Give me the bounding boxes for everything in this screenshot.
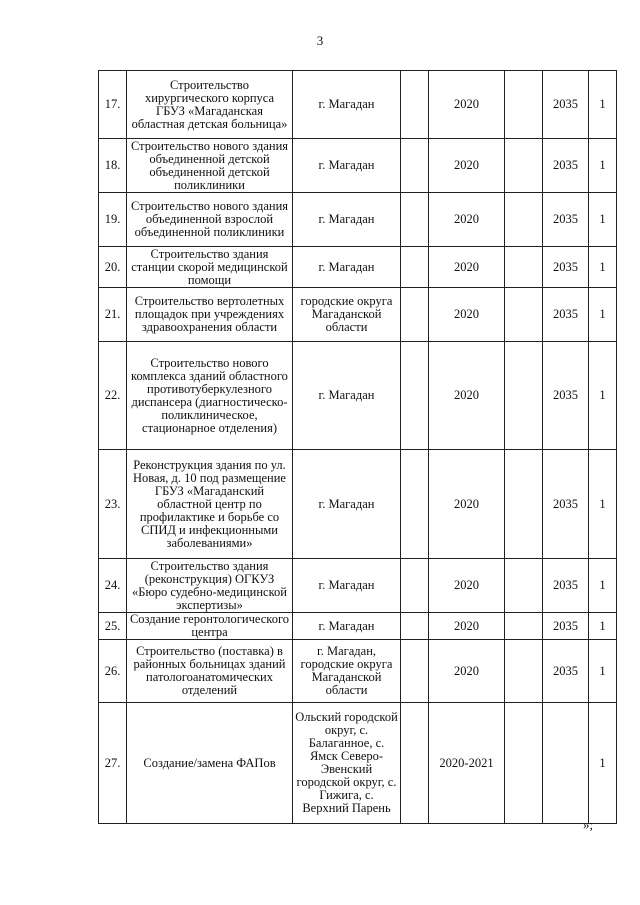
facility-location: г. Магадан, городские округа Магаданской области [293,640,401,703]
end-year: 2035 [543,342,589,450]
cell-blank [401,450,429,559]
end-year [543,703,589,824]
cell-blank [505,288,543,342]
start-year: 2020 [429,139,505,193]
facility-name: Строительство нового комплекса зданий областного противотуберкулезного диспансера (диагностическо-поликлиническое, стационарное отделения) [127,342,293,450]
row-number: 27. [99,703,127,824]
start-year: 2020 [429,193,505,247]
end-year: 2035 [543,450,589,559]
start-year: 2020 [429,342,505,450]
row-number: 23. [99,450,127,559]
table-row [99,193,617,247]
row-number: 17. [99,71,127,139]
end-year: 2035 [543,247,589,288]
table-row [99,703,617,824]
end-year: 2035 [543,613,589,640]
facility-name: Реконструкция здания по ул. Новая, д. 10 под размещение ГБУЗ «Магаданский областной центр по профилактике и борьбе со СПИД и инфекционными заболеваниями» [127,450,293,559]
cell-blank [401,613,429,640]
cell-blank [401,139,429,193]
stage-number: 1 [589,450,617,559]
cell-blank [401,559,429,613]
stage-number: 1 [589,193,617,247]
cell-blank [401,640,429,703]
table-row [99,613,617,640]
end-year: 2035 [543,640,589,703]
cell-blank [505,139,543,193]
cell-blank [505,193,543,247]
page-number: 3 [316,33,324,48]
start-year: 2020 [429,559,505,613]
stage-number: 1 [589,247,617,288]
end-year: 2035 [543,139,589,193]
facility-name: Строительство нового здания объединенной взрослой объединенной поликлиники [127,193,293,247]
stage-number: 1 [589,613,617,640]
closing-quote: »; [583,817,594,832]
facility-name: Строительство вертолетных площадок при учреждениях здравоохранения области [127,288,293,342]
stage-number: 1 [589,71,617,139]
stage-number: 1 [589,342,617,450]
cell-blank [401,193,429,247]
facility-name: Строительство здания станции скорой медицинской помощи [127,247,293,288]
cell-blank [401,288,429,342]
facility-location: г. Магадан [293,613,401,640]
row-number: 25. [99,613,127,640]
facilities-table [98,70,617,824]
end-year: 2035 [543,71,589,139]
stage-number: 1 [589,703,617,824]
row-number: 24. [99,559,127,613]
facility-location: г. Магадан [293,139,401,193]
table-row [99,450,617,559]
row-number: 22. [99,342,127,450]
table-row [99,247,617,288]
start-year: 2020 [429,640,505,703]
cell-blank [505,71,543,139]
stage-number: 1 [589,288,617,342]
row-number: 21. [99,288,127,342]
cell-blank [505,640,543,703]
facility-name: Создание/замена ФАПов [127,703,293,824]
start-year: 2020 [429,71,505,139]
cell-blank [505,703,543,824]
cell-blank [401,342,429,450]
start-year: 2020 [429,450,505,559]
cell-blank [401,247,429,288]
facility-location: г. Магадан [293,71,401,139]
facility-name: Создание геронтологического центра [127,613,293,640]
stage-number: 1 [589,559,617,613]
stage-number: 1 [589,139,617,193]
cell-blank [401,71,429,139]
facility-name: Строительство здания (реконструкция) ОГКУЗ «Бюро судебно-медицинской экспертизы» [127,559,293,613]
facility-location: г. Магадан [293,450,401,559]
row-number: 20. [99,247,127,288]
facility-name: Строительство (поставка) в районных больницах зданий патологоанатомических отделений [127,640,293,703]
facility-location: г. Магадан [293,342,401,450]
cell-blank [505,559,543,613]
row-number: 19. [99,193,127,247]
facility-name: Строительство нового здания объединенной детской объединенной детской поликлиники [127,139,293,193]
start-year: 2020 [429,613,505,640]
cell-blank [505,450,543,559]
table-row [99,559,617,613]
end-year: 2035 [543,193,589,247]
cell-blank [505,613,543,640]
table-row [99,139,617,193]
start-year: 2020 [429,288,505,342]
start-year: 2020-2021 [429,703,505,824]
start-year: 2020 [429,247,505,288]
row-number: 18. [99,139,127,193]
cell-blank [401,703,429,824]
cell-blank [505,247,543,288]
facility-location: г. Магадан [293,559,401,613]
row-number: 26. [99,640,127,703]
table-row [99,342,617,450]
stage-number: 1 [589,640,617,703]
end-year: 2035 [543,559,589,613]
table-row [99,71,617,139]
facility-location: г. Магадан [293,193,401,247]
end-year: 2035 [543,288,589,342]
cell-blank [505,342,543,450]
facility-location: г. Магадан [293,247,401,288]
table-row [99,640,617,703]
facility-name: Строительство хирургического корпуса ГБУЗ «Магаданская областная детская больница» [127,71,293,139]
facility-location: городские округа Магаданской области [293,288,401,342]
facility-location: Ольский городской округ, с. Балаганное, с. Ямск Северо-Эвенский городской округ, с. Гижига, с. Верхний Парень [293,703,401,824]
table-row [99,288,617,342]
